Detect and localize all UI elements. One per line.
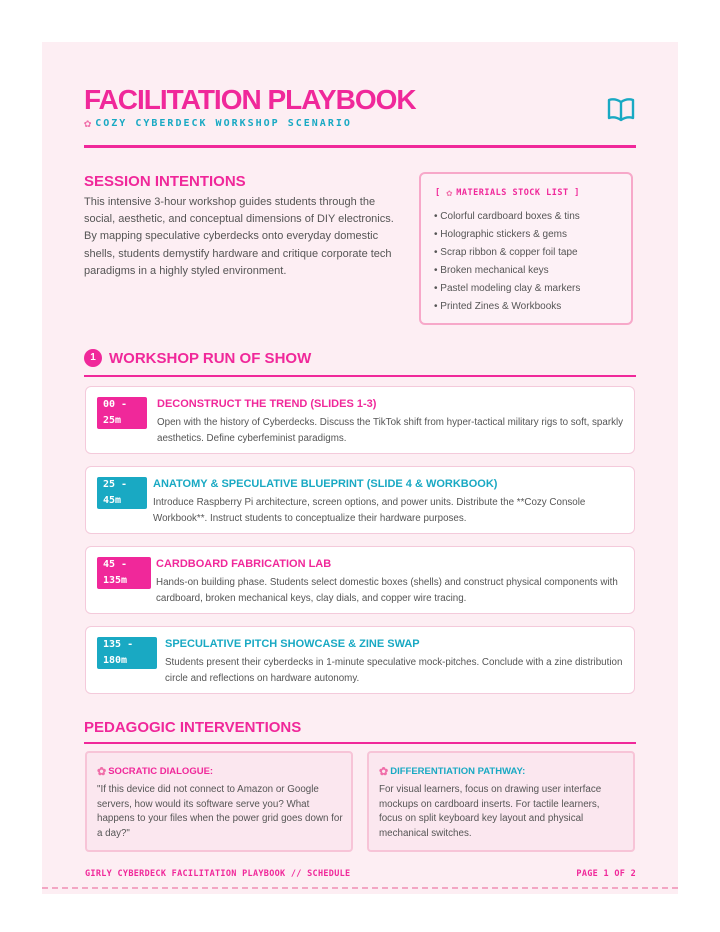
- socratic-label-text: SOCRATIC DIALOGUE:: [108, 766, 214, 777]
- run-of-show-header: [84, 349, 636, 377]
- stock-item-text: Pastel modeling clay & markers: [440, 283, 581, 294]
- header-rule: [84, 145, 636, 148]
- bracket-open: [: [435, 188, 441, 198]
- schedule-card: [85, 466, 635, 534]
- list-item: • Scrap ribbon & copper foil tape: [434, 247, 578, 258]
- schedule-card-title: CARDBOARD FABRICATION LAB: [156, 558, 332, 570]
- schedule-card-description: Hands-on building phase. Students select domestic boxes (shells) and construct physical components with cardboard, broken mechanical keys, clay dials, and copper wire tracing.: [156, 577, 618, 604]
- schedule-card-title: DECONSTRUCT THE TREND (SLIDES 1-3): [157, 398, 377, 410]
- schedule-card: [85, 386, 635, 454]
- list-item: • Broken mechanical keys: [434, 265, 549, 276]
- schedule-card-title: SPECULATIVE PITCH SHOWCASE & ZINE SWAP: [165, 638, 420, 650]
- differentiation-label-text: DIFFERENTIATION PATHWAY:: [390, 766, 526, 777]
- differentiation-text: For visual learners, focus on drawing user interface mockups on cardboard inserts. For tactile learners, focus on split keyboard key layout and physical mechanical switches.: [379, 784, 602, 839]
- stock-item-text: Scrap ribbon & copper foil tape: [440, 247, 578, 258]
- stock-item-text: Printed Zines & Workbooks: [440, 301, 562, 312]
- section-number-badge: 1: [84, 349, 102, 367]
- schedule-card-description: Introduce Raspberry Pi architecture, screen options, and power units. Distribute the **Cozy Console Workbook**. Instruct students to conceptualize their hardware purposes.: [153, 497, 586, 524]
- differentiation-pathway-box: [367, 751, 635, 852]
- time-badge: 00 - 25m: [97, 397, 147, 429]
- flower-icon: ✿: [446, 188, 453, 199]
- stock-item-text: Colorful cardboard boxes & tins: [440, 211, 580, 222]
- bracket-close: ]: [574, 188, 580, 198]
- schedule-card-description: Open with the history of Cyberdecks. Discuss the TikTok shift from hyper-tactical military rigs to soft, sparkly aesthetics. Define cyberfeminist paradigms.: [157, 417, 624, 444]
- intentions-heading: SESSION INTENTIONS: [84, 173, 246, 190]
- flower-icon: ✿: [97, 766, 107, 778]
- list-item: • Holographic stickers & gems: [434, 229, 567, 240]
- pedagogic-heading: PEDAGOGIC INTERVENTIONS: [84, 719, 302, 736]
- stock-item-text: Broken mechanical keys: [440, 265, 549, 276]
- subtitle-text: COZY CYBERDECK WORKSHOP SCENARIO: [95, 118, 352, 129]
- socratic-dialogue-box: [85, 751, 353, 852]
- schedule-card: [85, 546, 635, 614]
- schedule-card: [85, 626, 635, 694]
- time-badge: 25 - 45m: [97, 477, 147, 509]
- schedule-card-title: ANATOMY & SPECULATIVE BLUEPRINT (SLIDE 4 & WORKBOOK): [153, 478, 498, 490]
- materials-stock-box: [419, 172, 633, 325]
- stock-title: [435, 188, 580, 199]
- stock-list: [434, 208, 580, 316]
- pedagogic-rule: [84, 742, 636, 744]
- intentions-body: This intensive 3-hour workshop guides students through the social, aesthetic, and conceptual dimensions of DIY electronics. By mapping speculative cyberdecks onto everyday domestic shells, students demystify hardware and critique corporate tech paradigms in a highly styled environment.: [84, 196, 394, 277]
- stock-item-text: Holographic stickers & gems: [440, 229, 567, 240]
- page-subtitle: [84, 116, 352, 130]
- socratic-text: "If this device did not connect to Amazon or Google servers, how would its software serve you? What happens to your files when the power grid goes down for a day?": [97, 784, 343, 839]
- page-number: PAGE 1 OF 2: [576, 869, 636, 879]
- list-item: • Pastel modeling clay & markers: [434, 283, 581, 294]
- page-title: FACILITATION PLAYBOOK: [84, 84, 416, 115]
- time-badge: 45 - 135m: [97, 557, 151, 589]
- run-of-show-heading: WORKSHOP RUN OF SHOW: [109, 350, 312, 367]
- schedule-card-description: Students present their cyberdecks in 1-minute speculative mock-pitches. Conclude with a zine distribution circle and reflections on hardware autonomy.: [165, 657, 623, 684]
- stock-title-text: MATERIALS STOCK LIST: [456, 188, 569, 198]
- flower-icon: ✿: [379, 766, 389, 778]
- flower-icon: ✿: [84, 116, 92, 130]
- socratic-label: [97, 765, 213, 778]
- book-icon: [607, 96, 635, 122]
- footer-title: GIRLY CYBERDECK FACILITATION PLAYBOOK // SCHEDULE: [85, 869, 351, 879]
- differentiation-label: [379, 765, 525, 778]
- time-badge: 135 - 180m: [97, 637, 157, 669]
- list-item: • Printed Zines & Workbooks: [434, 301, 562, 312]
- list-item: • Colorful cardboard boxes & tins: [434, 211, 580, 222]
- page-dashed-border: [42, 887, 678, 889]
